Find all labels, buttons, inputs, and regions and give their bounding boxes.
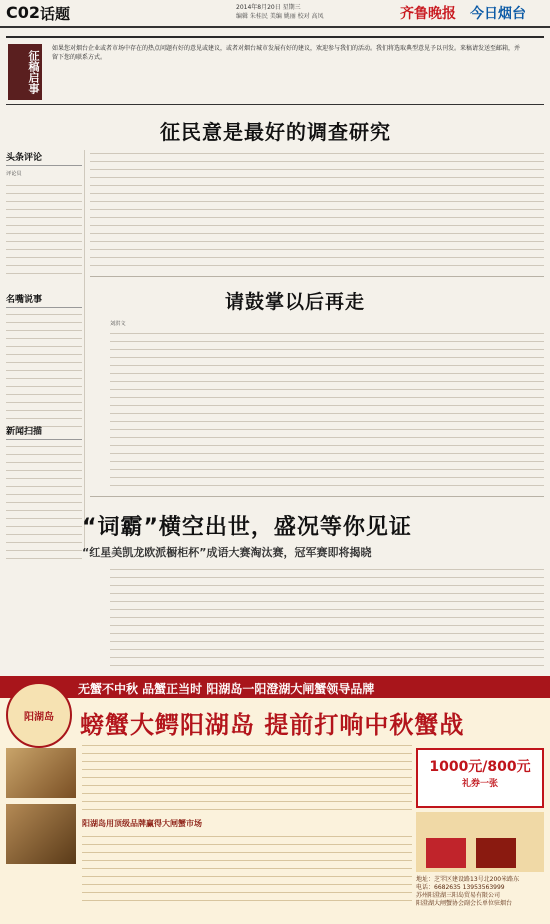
page-number: C02 bbox=[6, 3, 41, 22]
ad-slogan: 无蟹不中秋 品蟹正当时 阳湖岛一阳澄湖大闸蟹领导品牌 bbox=[78, 682, 375, 696]
notice-tag: 征稿启事 bbox=[8, 44, 42, 100]
sidebar-box2 bbox=[6, 424, 82, 563]
section-name: 话题 bbox=[40, 5, 71, 23]
column-body bbox=[6, 182, 82, 280]
ad-subheading: 阳湖岛用顶级品牌赢得大闸蟹市场 bbox=[82, 819, 202, 828]
left-column-divider bbox=[84, 150, 85, 550]
article2-rule bbox=[90, 496, 544, 497]
sidebar-box2-title: 新闻扫描 bbox=[6, 424, 82, 440]
article3-title: “词霸”横空出世，盛况等你见证 bbox=[82, 515, 412, 540]
article1-rule bbox=[90, 276, 544, 277]
left-column bbox=[6, 150, 82, 280]
column-author: 评论员 bbox=[6, 171, 22, 177]
ad-gift-box-image bbox=[416, 812, 544, 872]
ad-footer bbox=[416, 876, 546, 908]
column-label: 头条评论 bbox=[6, 150, 82, 166]
article3-body bbox=[110, 566, 544, 666]
ad-logo: 阳湖岛 bbox=[6, 682, 72, 748]
article2-body bbox=[110, 330, 544, 490]
ad-price-label: 礼券一张 bbox=[461, 779, 498, 789]
header-rule bbox=[0, 26, 550, 28]
ad-body-text-2 bbox=[82, 833, 412, 905]
article1-body bbox=[90, 150, 544, 270]
notice-text: 如果您对烟台企业或者市场中存在的热点问题有好的意见或建议，或者对烟台城市发展有好的建议，欢迎参与我们的活动。我们将选取典型意见予以刊发。来稿请发送至邮箱，并留下您的联系方式。 bbox=[52, 45, 521, 61]
article1-title: 征民意是最好的调查研究 bbox=[160, 120, 391, 144]
date-line: 2014年8月20日 星期三 bbox=[236, 4, 301, 11]
ad-company-1: 苏州阳澄湖三阳岛贸易有限公司 bbox=[416, 892, 501, 899]
sidebar-box1 bbox=[6, 292, 82, 431]
notice-rule bbox=[6, 104, 544, 105]
ad-company-2: 阳澄湖大闸蟹协会副会长单位驻烟台 bbox=[416, 900, 513, 907]
ad-photo-people bbox=[6, 804, 76, 864]
editors-line: 编辑 朱桂民 美编 姚丽 校对 高凤 bbox=[236, 13, 324, 20]
sidebar-box1-title: 名嘴说事 bbox=[6, 292, 82, 308]
brand-subname: 今日烟台 bbox=[470, 6, 526, 22]
article2-title: 请鼓掌以后再走 bbox=[225, 291, 366, 313]
gift-box-icon bbox=[426, 838, 466, 868]
gift-box-icon bbox=[476, 838, 516, 868]
ad-price-box bbox=[416, 748, 544, 808]
ad-body-text bbox=[82, 742, 412, 814]
article3-subtitle: “红星美凯龙欧派橱柜杯”成语大赛淘汰赛，冠军赛即将揭晓 bbox=[82, 546, 372, 559]
ad-price: 1000元/800元 bbox=[429, 759, 531, 775]
article2-author: 刘洪文 bbox=[110, 321, 126, 327]
ad-body bbox=[82, 742, 412, 912]
ad-headline: 螃蟹大鳄阳湖岛 提前打响中秋蟹战 bbox=[80, 711, 465, 739]
sidebar-box2-body bbox=[6, 443, 82, 563]
sidebar-box1-body bbox=[6, 311, 82, 431]
brand-name: 齐鲁晚报 bbox=[400, 6, 456, 22]
ad-photo-crab bbox=[6, 748, 76, 798]
ad-address: 地址：芝罘区建设路13号北200米路东 bbox=[416, 876, 520, 883]
ad-phone: 电话：6682635 13953563999 bbox=[416, 884, 505, 891]
page-header bbox=[0, 0, 550, 28]
